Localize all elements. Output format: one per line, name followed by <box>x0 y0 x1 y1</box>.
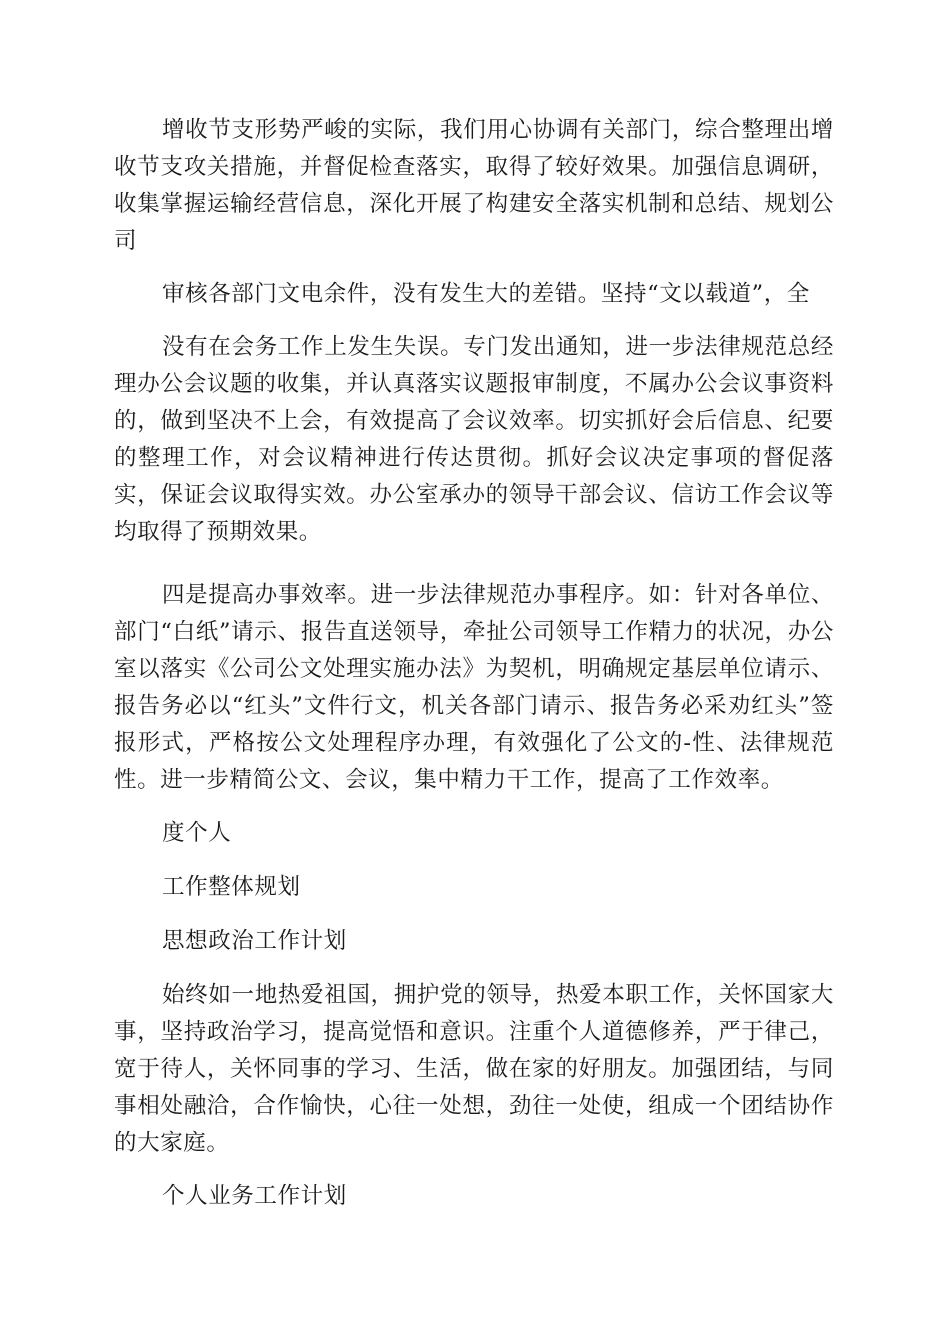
paragraph-efficiency: 四是提高办事效率。进一步法律规范办事程序。如：针对各单位、部门“白纸”请示、报告直送领导，牵扯公司领导工作精力的状况，办公室以落实《公司公文处理实施办法》为契机，明确规定基层单位请示、报告务必以“红头”文件行文，机关各部门请示、报告务必采劝红头”签报形式，严格按公文处理程序办理，有效强化了公文的-性、法律规范性。进一步精简公文、会议，集中精力干工作，提高了工作效率。 <box>114 582 834 793</box>
paragraph-document-review: 审核各部门文电余件，没有发生大的差错。坚持“文以载道”，全 <box>162 281 810 307</box>
paragraph-meeting-work: 没有在会务工作上发生失误。专门发出通知，进一步法律规范总经理办公会议题的收集，并认真落实议题报审制度，不属办公会议事资料的，做到坚决不上会，有效提高了会议效率。切实抓好会后信息、纪要的整理工作，对会议精神进行传达贯彻。抓好会议决定事项的督促落实，保证会议取得实效。办公室承办的领导干部会议、信访工作会议等均取得了预期效果。 <box>114 334 834 545</box>
heading-overall-plan: 工作整体规划 <box>162 874 301 900</box>
heading-annual-personal: 度个人 <box>162 820 232 846</box>
document-body <box>114 112 834 1232</box>
heading-political-plan: 思想政治工作计划 <box>162 928 347 954</box>
paragraph-income-expense: 增收节支形势严峻的实际，我们用心协调有关部门，综合整理出增收节支攻关措施，并督促检查落实，取得了较好效果。加强信息调研，收集掌握运输经营信息，深化开展了构建安全落实机制和总结、规划公司 <box>114 117 834 254</box>
heading-business-plan: 个人业务工作计划 <box>162 1183 347 1209</box>
paragraph-political-content: 始终如一地热爱祖国，拥护党的领导，热爱本职工作，关怀国家大事，坚持政治学习，提高觉悟和意识。注重个人道德修养，严于律己，宽于待人，关怀同事的学习、生活，做在家的好朋友。加强团结，与同事相处融洽，合作愉快，心往一处想，劲往一处使，组成一个团结协作的大家庭。 <box>114 982 834 1156</box>
